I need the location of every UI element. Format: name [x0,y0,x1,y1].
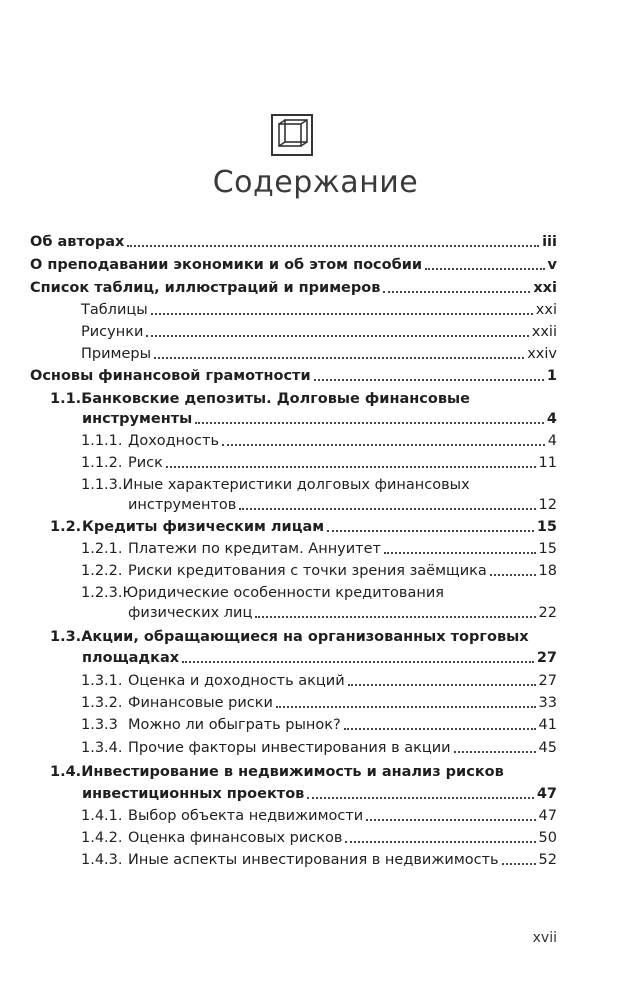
toc-entry-label: Выбор объекта недвижимости [128,808,364,824]
toc-page-number: 33 [538,695,557,711]
toc-entry[interactable] [81,671,557,691]
toc-entry-label: Рисунки [81,324,144,340]
toc-entry-label: Иные характеристики долговых финансовых [122,477,470,493]
toc-entry[interactable] [82,784,557,804]
toc-page-number: 1 [546,368,557,384]
toc-entry-label: Платежи по кредитам. Аннуитет [128,541,381,557]
toc-section-number: 1.3.1. [81,673,123,689]
toc-entry-label-continued: площадках [82,650,180,666]
toc-section-number: 1.3.4. [81,740,123,756]
toc-section-number: 1.2.2. [81,563,123,579]
toc-section-number: 1.4.1. [81,808,123,824]
toc-entry-label: Примеры [81,346,152,362]
toc-entry-label: Банковские депозиты. Долговые финансовые [81,391,470,407]
toc-entry[interactable] [30,255,557,275]
toc-entry[interactable] [81,693,557,713]
toc-section-number: 1.4.3. [81,852,123,868]
toc-entry-label: Кредиты физическим лицам [82,519,325,535]
toc-page-number: xxi [535,302,557,318]
toc-section-number: 1.2.3. [81,585,123,601]
toc-page-number: xxiv [527,346,557,362]
toc-entry-label: Таблицы [81,302,148,318]
toc-entry-label: Оценка и доходность акций [128,673,345,689]
toc-entry-label: Финансовые риски [128,695,273,711]
toc-entry[interactable] [81,806,557,826]
toc-entry-line[interactable] [81,583,444,603]
dot-leader [239,507,535,510]
toc-entry-label: Оценка финансовых рисков [128,830,343,846]
toc-entry-label: Список таблиц, иллюстраций и примеров [30,280,381,296]
toc-section-number: 1.4. [50,764,82,780]
toc-entry-label: Акции, обращающиеся на организованных торговых [81,629,529,645]
toc-entry-label: Основы финансовой грамотности [30,368,311,384]
toc-page-number: 12 [538,497,557,513]
toc-page-number: 41 [538,717,557,733]
toc-entry-label-continued: инструментов [128,497,237,513]
dot-leader [383,290,530,293]
dot-leader [255,615,535,618]
dot-leader [502,862,536,865]
toc-entry[interactable] [81,738,557,758]
toc-entry[interactable] [81,300,557,320]
toc-page-number: iii [542,234,557,250]
toc-page-number: v [547,257,557,273]
toc-section-number: 1.3.3 [81,717,118,733]
toc-section-number: 1.1. [50,391,82,407]
dot-leader [425,267,544,270]
toc-entry-line[interactable] [50,627,529,647]
toc-page-number: 50 [538,830,557,846]
toc-page-number: 47 [536,786,557,802]
dot-leader [327,529,534,532]
toc-section-number: 1.1.2. [81,455,123,471]
toc-entry[interactable] [81,344,557,364]
dot-leader [151,312,533,315]
toc-page-number: 15 [536,519,557,535]
toc-section-number: 1.3.2. [81,695,123,711]
toc-entry-label: Можно ли обыграть рынок? [128,717,341,733]
dot-leader [146,334,528,337]
dot-leader [182,660,534,663]
dot-leader [166,465,536,468]
toc-entry-label-continued: физических лиц [128,605,253,621]
toc-page-number: 11 [538,455,557,471]
dot-leader [344,727,536,730]
toc-entry[interactable] [81,715,557,735]
toc-section-number: 1.1.1. [81,433,123,449]
toc-entry[interactable] [30,278,557,298]
toc-entry-label-continued: инвестиционных проектов [82,786,305,802]
toc-page-number: 22 [538,605,557,621]
toc-entry-label: Юридические особенности кредитования [122,585,444,601]
toc-entry[interactable] [50,517,557,537]
toc-entry-label: Инвестирование в недвижимость и анализ рисков [81,764,504,780]
toc-section-number: 1.1.3. [81,477,123,493]
dot-leader [314,378,544,381]
toc-entry-label: Риск [128,455,163,471]
toc-entry-label-continued: инструменты [82,411,193,427]
toc-entry[interactable] [81,453,557,473]
toc-section-number: 1.2.1. [81,541,123,557]
toc-entry-label: Риски кредитования с точки зрения заёмщика [128,563,487,579]
toc-section-number: 1.2. [50,519,82,535]
dot-leader [307,796,533,799]
toc-entry[interactable] [30,366,557,386]
toc-page-number: 15 [538,541,557,557]
dot-leader [366,818,535,821]
dot-leader [154,356,524,359]
toc-entry-label: Доходность [128,433,219,449]
toc-entry[interactable] [81,828,557,848]
toc-page-number: 52 [538,852,557,868]
toc-entry[interactable] [81,431,557,451]
toc-page-number: 45 [538,740,557,756]
dot-leader [384,551,536,554]
toc-page-number: 18 [538,563,557,579]
toc-entry-label: О преподавании экономики и об этом пособии [30,257,423,273]
toc-entry[interactable] [81,539,557,559]
toc-entry-line[interactable] [50,762,504,782]
toc-page-number: 4 [546,411,557,427]
dot-leader [276,705,536,708]
dot-leader [345,840,535,843]
toc-entry-line[interactable] [50,389,470,409]
toc-entry[interactable] [81,850,557,870]
dot-leader [195,421,544,424]
toc-section-number: 1.4.2. [81,830,123,846]
toc-entry[interactable] [81,322,557,342]
toc-page-number: 27 [536,650,557,666]
dot-leader [454,750,536,753]
page-number-footer: xvii [532,930,557,946]
toc-page-number: xxi [533,280,557,296]
toc-section-number: 1.3. [50,629,82,645]
toc-entry[interactable] [128,603,557,623]
page-title: Содержание [212,165,419,200]
toc-entry-label: Иные аспекты инвестирования в недвижимость [128,852,499,868]
toc-entry[interactable] [81,561,557,581]
toc-page-number: xxii [531,324,557,340]
dot-leader [127,244,539,247]
toc-entry[interactable] [30,232,557,252]
toc-entry[interactable] [128,495,557,515]
dot-leader [222,443,545,446]
toc-page-number: 4 [547,433,557,449]
toc-entry-label: Об авторах [30,234,125,250]
dot-leader [490,573,536,576]
toc-entry-line[interactable] [81,475,470,495]
toc-entry[interactable] [82,648,557,668]
toc-page-number: 27 [538,673,557,689]
dot-leader [348,683,536,686]
toc-entry-label: Прочие факторы инвестирования в акции [128,740,451,756]
toc-page-number: 47 [538,808,557,824]
toc-entry[interactable] [82,409,557,429]
